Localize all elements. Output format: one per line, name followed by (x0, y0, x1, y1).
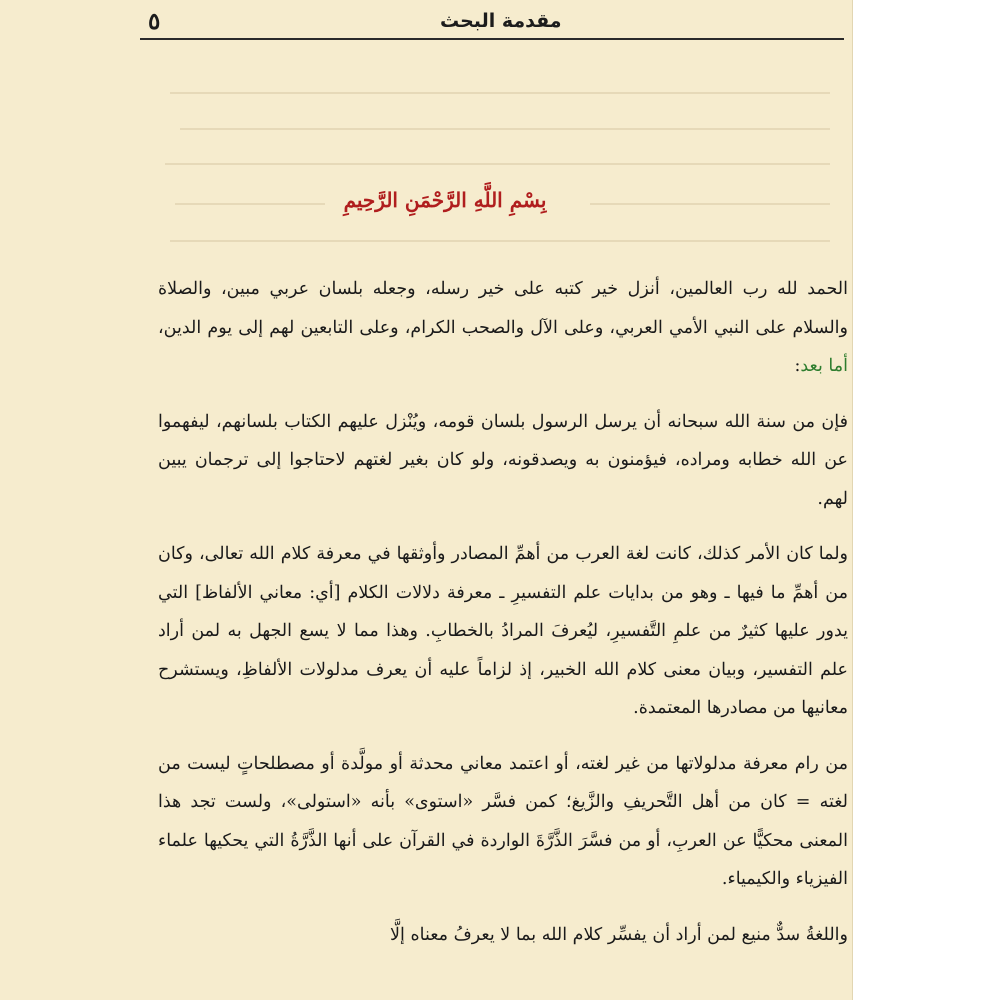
paragraph: من رام معرفة مدلولاتها من غير لغته، أو اعتمد معاني محدثة أو مولَّدة أو مصطلحاتٍ ليست من لغته = كان من أهل التَّحريفِ والزَّيغ؛ كمن فسَّر «استوى» بأنه «استولى»، ولست تجد هذا المعنى محكيًّا عن العربِ، أو من فسَّرَ الذَّرَّةَ الواردة في القرآن على أنها الذَّرَّةُ التي يحكيها علماء الفيزياء والكيمياء. (158, 753, 848, 889)
amma-bad-accent: أما بعد (800, 356, 848, 376)
bleed-through-line (170, 92, 830, 94)
running-header (140, 8, 844, 40)
bleed-through-line (180, 128, 830, 130)
bleed-through-line (590, 203, 830, 205)
paragraph: ولما كان الأمر كذلك، كانت لغة العرب من أهمِّ المصادر وأوثقها في معرفة كلام الله تعالى، وكان من أهمِّ ما فيها ـ وهو من بدايات علم التفسيرِ ـ معرفة دلالات الكلام [أي: معاني الألفاظ] التي يدور عليها كثيرٌ من علمِ التَّفسيرِ، ليُعرفَ المرادُ بالخطابِ. وهذا مما لا يسع الجهل به لمن أراد علم التفسير، وبيان معنى كلام الله الخبير، إذ لزاماً عليه أن يعرف مدلولات الألفاظِ، ويستشرح معانيها من مصادرها المعتمدة. (158, 544, 848, 718)
opening-colon: : (794, 356, 801, 376)
bleed-through-line (170, 240, 830, 242)
basmala-text: بِسْمِ اللَّهِ الرَّحْمَنِ الرَّحِيمِ (343, 188, 547, 212)
running-title: مقدمة البحث (440, 10, 562, 32)
paragraph: فإن من سنة الله سبحانه أن يرسل الرسول بلسان قومه، ويُنْزل عليهم الكتاب بلسانهم، ليفهموا عن الله خطابه ومراده، فيؤمنون به ويصدقونه، ولو كان بغير لغتهم لاحتاجوا إلى ترجمان يبين لهم. (158, 411, 848, 509)
paragraph-opening (158, 270, 848, 386)
bleed-through-line (175, 203, 325, 205)
bleed-through-line (165, 163, 830, 165)
opening-text: الحمد لله رب العالمين، أنزل خير كتبه على خير رسله، وجعله بلسان عربي مبين، والصلاة والسلام على النبي الأمي العربي، وعلى الآل والصحب الكرام، وعلى التابعين لهم إلى يوم الدين، (158, 279, 848, 338)
page-number: ٥ (148, 8, 161, 35)
paragraph: واللغةُ سدٌّ منيع لمن أراد أن يفسِّر كلام الله بما لا يعرفُ معناه إلَّا (390, 924, 848, 945)
basmala-calligraphy (340, 178, 550, 222)
body-text (158, 270, 848, 971)
